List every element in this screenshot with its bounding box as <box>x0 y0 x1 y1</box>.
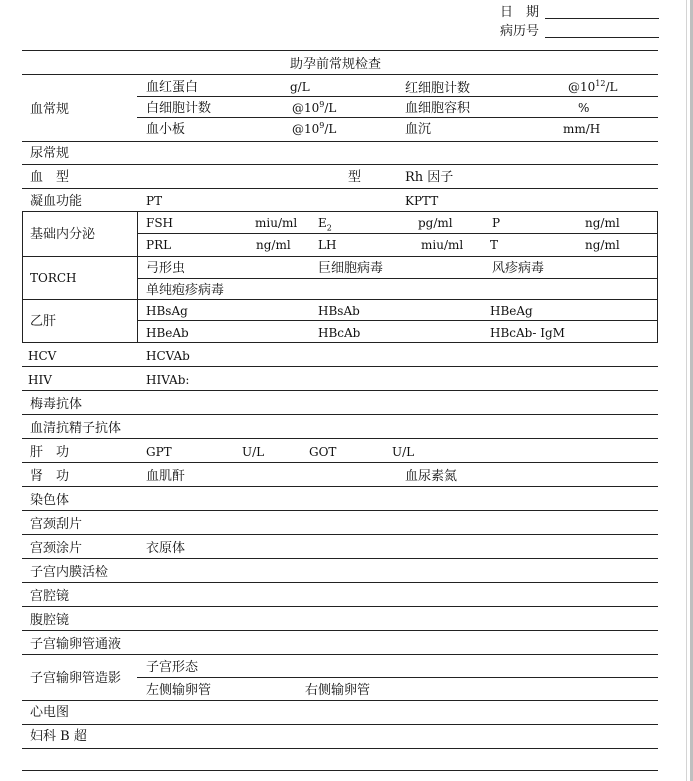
hsv-label: 单纯疱疹病毒 <box>146 283 225 298</box>
antisperm-label: 血清抗精子抗体 <box>30 421 122 436</box>
chromosome-label: 染色体 <box>30 493 70 508</box>
hemoglobin-label: 血红蛋白 <box>146 80 199 95</box>
blood-type-suffix: 型 <box>348 170 362 185</box>
rule <box>22 141 658 142</box>
urine-routine-label: 尿常规 <box>30 146 70 161</box>
platelet-label: 血小板 <box>146 122 186 137</box>
rubella-label: 风疹病毒 <box>492 261 545 276</box>
rule <box>22 700 658 701</box>
hemoglobin-unit: g/L <box>290 80 310 94</box>
syphilis-label: 梅毒抗体 <box>30 397 83 412</box>
pt-label: PT <box>146 194 163 208</box>
gpt-label: GPT <box>146 445 172 459</box>
date-field[interactable] <box>545 18 659 19</box>
esr-unit: mm/H <box>563 122 601 136</box>
rule <box>22 390 658 391</box>
platelet-unit: $@10^9/L$ <box>292 121 337 136</box>
rule <box>22 188 658 189</box>
rule <box>22 510 658 511</box>
rule <box>22 299 658 300</box>
rule <box>22 462 658 463</box>
rule <box>22 534 658 535</box>
left-tube-label: 左侧输卵管 <box>146 683 212 698</box>
rule <box>22 164 658 165</box>
coagulation-label: 凝血功能 <box>30 194 83 209</box>
rule <box>22 414 658 415</box>
e2-label: $E_2$ <box>318 216 332 233</box>
record-number-label: 病历号 <box>500 24 540 39</box>
gyn-ultrasound-label: 妇科 B 超 <box>30 729 87 744</box>
got-label: GOT <box>309 445 337 459</box>
e2-unit: pg/ml <box>418 216 453 230</box>
rule <box>22 366 658 367</box>
rule <box>22 342 658 343</box>
page-edge-line <box>686 0 687 781</box>
fsh-unit: miu/ml <box>255 216 298 230</box>
rule <box>22 256 658 257</box>
blood-type-label: 血 型 <box>30 170 70 185</box>
bun-label: 血尿素氮 <box>405 469 458 484</box>
laparoscopy-label: 腹腔镜 <box>30 613 70 628</box>
hsg-label: 子宫输卵管造影 <box>30 671 122 686</box>
date-label: 日 期 <box>500 5 540 20</box>
hbsab-label: HBsAb <box>318 304 360 318</box>
form-top-rule <box>22 50 658 51</box>
lh-label: LH <box>318 238 337 252</box>
rh-factor-label: Rh 因子 <box>405 170 454 185</box>
rule <box>22 630 658 631</box>
rule <box>137 320 658 321</box>
rule <box>22 438 658 439</box>
chlamydia-label: 衣原体 <box>146 541 186 556</box>
form-title: 助孕前常规检查 <box>290 57 382 72</box>
uterus-shape-label: 子宫形态 <box>146 660 199 675</box>
endocrine-label: 基础内分泌 <box>30 227 96 242</box>
hbeag-label: HBeAg <box>490 304 533 318</box>
rule <box>137 233 658 234</box>
rbc-unit: $@10^{12}/L$ <box>568 79 618 94</box>
gpt-unit: U/L <box>242 445 265 459</box>
box-label-divider <box>137 211 138 342</box>
hbcab-label: HBcAb <box>318 326 361 340</box>
prl-label: PRL <box>146 238 172 252</box>
kptt-label: KPTT <box>405 194 439 208</box>
right-tube-label: 右侧输卵管 <box>305 683 371 698</box>
rule <box>22 558 658 559</box>
creatinine-label: 血肌酐 <box>146 469 186 484</box>
hbcab-igm-label: HBcAb- IgM <box>490 326 565 340</box>
wbc-label: 白细胞计数 <box>146 101 212 116</box>
fsh-label: FSH <box>146 216 174 230</box>
torch-label: TORCH <box>30 271 77 285</box>
rule <box>137 96 658 97</box>
rule <box>22 486 658 487</box>
ecg-label: 心电图 <box>30 705 70 720</box>
hepatitis-b-label: 乙肝 <box>30 314 57 329</box>
cervical-scraping-label: 宫颈刮片 <box>30 517 83 532</box>
liver-function-label: 肝 功 <box>30 445 70 460</box>
hct-label: 血细胞容积 <box>405 101 471 116</box>
p-label: P <box>492 216 501 230</box>
prl-unit: ng/ml <box>256 238 291 252</box>
got-unit: U/L <box>392 445 415 459</box>
cmv-label: 巨细胞病毒 <box>318 261 384 276</box>
box-right-border <box>657 211 658 342</box>
rule <box>22 74 658 75</box>
endometrial-biopsy-label: 子宫内膜活检 <box>30 565 109 580</box>
record-number-field[interactable] <box>545 37 659 38</box>
rule <box>22 654 658 655</box>
form-bottom-rule <box>22 770 658 771</box>
hysteroscopy-label: 宫腔镜 <box>30 589 70 604</box>
rule <box>22 606 658 607</box>
rule <box>22 211 658 212</box>
rule <box>137 278 658 279</box>
blood-routine-label: 血常规 <box>30 102 70 117</box>
hct-unit: % <box>578 101 590 115</box>
p-unit: ng/ml <box>585 216 620 230</box>
tubal-patency-label: 子宫输卵管通液 <box>30 637 122 652</box>
lh-unit: miu/ml <box>421 238 464 252</box>
t-label: T <box>490 238 499 252</box>
hiv-ab-label: HIVAb: <box>146 373 190 387</box>
hiv-label: HIV <box>28 373 52 387</box>
t-unit: ng/ml <box>585 238 620 252</box>
rule <box>22 748 658 749</box>
hcv-label: HCV <box>28 349 57 363</box>
rule <box>22 724 658 725</box>
rule <box>137 117 658 118</box>
rbc-label: 红细胞计数 <box>405 81 471 96</box>
hbsag-label: HBsAg <box>146 304 188 318</box>
box-left-border <box>22 211 23 342</box>
esr-label: 血沉 <box>405 122 432 137</box>
kidney-function-label: 肾 功 <box>30 469 70 484</box>
toxoplasma-label: 弓形虫 <box>146 261 186 276</box>
cervical-smear-label: 宫颈涂片 <box>30 541 83 556</box>
rule <box>22 582 658 583</box>
hbeab-label: HBeAb <box>146 326 189 340</box>
hcv-ab-label: HCVAb <box>146 349 190 363</box>
rule <box>137 677 658 678</box>
wbc-unit: $@10^9/L$ <box>292 100 337 115</box>
